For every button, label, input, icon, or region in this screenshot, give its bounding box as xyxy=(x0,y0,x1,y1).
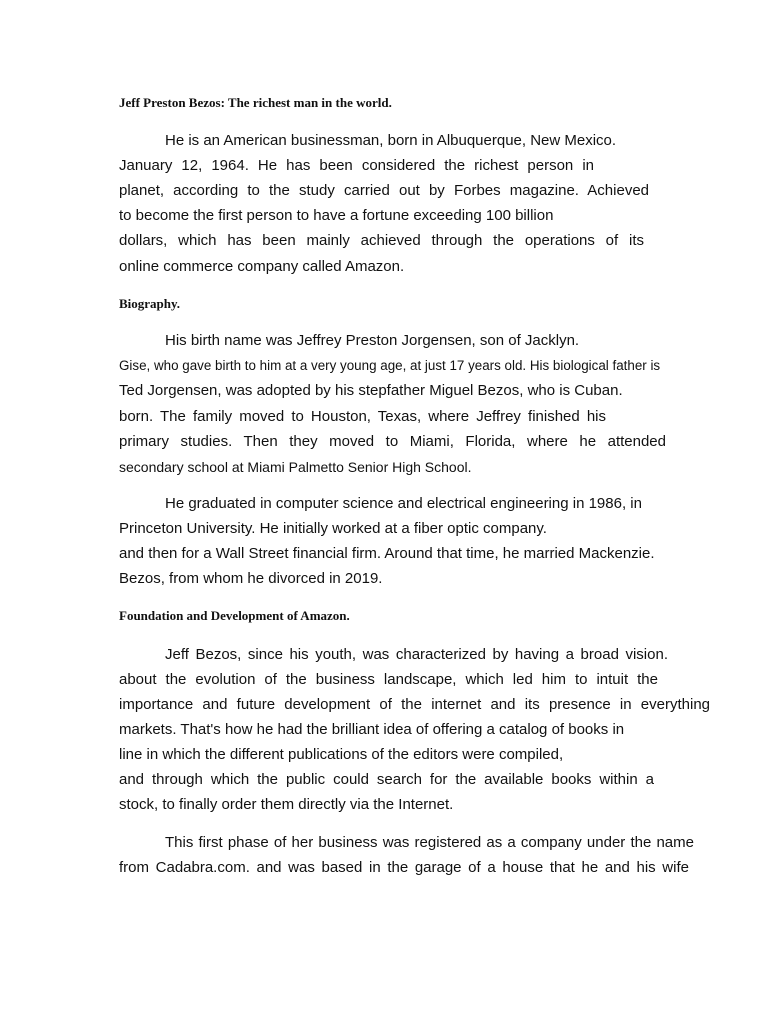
biography-line: Bezos, from whom he divorced in 2019. xyxy=(119,570,383,587)
section-heading-biography: Biography. xyxy=(119,296,181,311)
foundation-line: about the evolution of the business landscape, which led him to intuit the xyxy=(119,671,658,688)
section-heading-foundation: Foundation and Development of Amazon. xyxy=(119,608,350,623)
foundation-line: and through which the public could search for the available books within a xyxy=(119,771,654,788)
foundation-line: importance and future development of the internet and its presence in everything xyxy=(119,696,710,713)
document-title: Jeff Preston Bezos: The richest man in the world. xyxy=(119,95,392,110)
foundation-line: line in which the different publications of the editors were compiled, xyxy=(119,746,564,763)
biography-line: Ted Jorgensen, was adopted by his stepfather Miguel Bezos, who is Cuban. xyxy=(119,382,623,399)
intro-line: He is an American businessman, born in Albuquerque, New Mexico. xyxy=(165,132,617,149)
foundation-line: from Cadabra.com. and was based in the garage of a house that he and his wife xyxy=(119,859,689,876)
intro-line: January 12, 1964. He has been considered the richest person in xyxy=(119,157,594,174)
biography-line: Gise, who gave birth to him at a very young age, at just 17 years old. His biological father is xyxy=(119,358,661,373)
intro-line: online commerce company called Amazon. xyxy=(119,258,405,275)
biography-line: His birth name was Jeffrey Preston Jorgensen, son of Jacklyn. xyxy=(165,332,580,349)
biography-line: primary studies. Then they moved to Miami, Florida, where he attended xyxy=(119,433,666,450)
foundation-line: markets. That's how he had the brilliant idea of offering a catalog of books in xyxy=(119,721,625,738)
intro-line: dollars, which has been mainly achieved through the operations of its xyxy=(119,232,644,249)
foundation-line: Jeff Bezos, since his youth, was characterized by having a broad vision. xyxy=(165,646,668,663)
biography-line: secondary school at Miami Palmetto Senior High School. xyxy=(119,459,472,475)
biography-line: Princeton University. He initially worked at a fiber optic company. xyxy=(119,520,547,537)
biography-line: born. The family moved to Houston, Texas, where Jeffrey finished his xyxy=(119,408,606,425)
biography-line: and then for a Wall Street financial firm. Around that time, he married Mackenzie. xyxy=(119,545,655,562)
foundation-line: stock, to finally order them directly via the Internet. xyxy=(119,796,454,813)
intro-line: to become the first person to have a fortune exceeding 100 billion xyxy=(119,207,554,224)
intro-line: planet, according to the study carried out by Forbes magazine. Achieved xyxy=(119,182,649,199)
biography-line: He graduated in computer science and electrical engineering in 1986, in xyxy=(165,495,642,512)
foundation-line: This first phase of her business was registered as a company under the name xyxy=(165,834,694,851)
